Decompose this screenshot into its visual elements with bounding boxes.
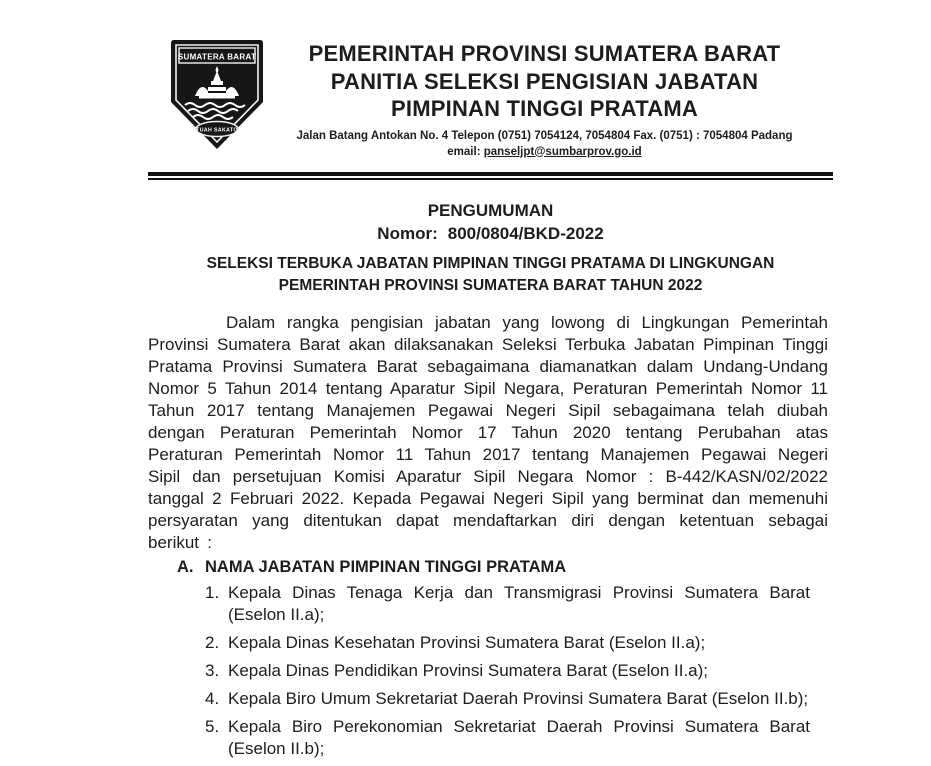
sumbar-coat-of-arms-icon: [168, 38, 266, 152]
announcement-number: 800/0804/BKD-2022: [447, 224, 604, 243]
org-name-line-3: PIMPINAN TINGGI PRATAMA: [391, 96, 698, 121]
list-item-number: 4.: [205, 689, 220, 708]
announcement-number-line: [148, 222, 833, 245]
list-item-text: Kepala Dinas Tenaga Kerja dan Transmigrasi Provinsi Sumatera Barat (Eselon II.a);: [228, 583, 810, 624]
list-item-number: 1.: [205, 583, 220, 602]
opening-paragraph: Dalam rangka pengisian jabatan yang lowong di Lingkungan Pemerintah Provinsi Sumatera Barat akan dilaksanakan Seleksi Terbuka Jabatan Pimpinan Tinggi Pratama Provinsi Sumatera Barat sebagaimana diamanatkan dalam Undang-Undang Nomor 5 Tahun 2014 tentang Aparatur Sipil Negara, Peraturan Pemerintah Nomor 11 Tahun 2017 tentang Manajemen Pegawai Negeri Sipil sebagaimana telah diubah dengan Peraturan Pemerintah Nomor 17 Tahun 2020 tentang Perubahan atas Peraturan Pemerintah Nomor 11 Tahun 2017 tentang Manajemen Pegawai Negeri Sipil dan persetujuan Komisi Aparatur Sipil Negara Nomor : B-442/KASN/02/2022 tanggal 2 Februari 2022. Kepada Pegawai Negeri Sipil yang berminat dan memenuhi persyaratan yang ditentukan dapat mendaftarkan diri dengan ketentuan sebagai berikut :: [148, 313, 828, 552]
announcement-subject: [148, 253, 833, 297]
letterhead-divider: [148, 172, 833, 180]
org-name-line-1: PEMERINTAH PROVINSI SUMATERA BARAT: [308, 41, 781, 66]
list-item: [148, 716, 833, 760]
list-item-text: Kepala Dinas Kesehatan Provinsi Sumatera Barat (Eselon II.a);: [228, 633, 706, 652]
announcement-number-label: Nomor:: [377, 224, 438, 243]
section-a-title: NAMA JABATAN PIMPINAN TINGGI PRATAMA: [205, 558, 567, 576]
list-item: [148, 582, 833, 626]
email-label: email:: [447, 145, 481, 158]
list-item-text: Kepala Biro Perekonomian Sekretariat Daerah Provinsi Sumatera Barat (Eselon II.b);: [228, 717, 810, 758]
list-item: [148, 660, 833, 682]
list-item-number: 2.: [205, 633, 220, 652]
logo-top-banner-text: SUMATERA BARAT: [177, 52, 257, 62]
list-item: [148, 632, 833, 654]
list-item: [148, 688, 833, 710]
document-page: [148, 36, 833, 766]
section-a-heading: [148, 556, 833, 578]
address-line: Jalan Batang Antokan No. 4 Telepon (0751) 7054124, 7054804 Fax. (0751) : 7054804 Padang: [296, 129, 793, 142]
list-item-number: 5.: [205, 717, 220, 736]
list-item-number: 3.: [205, 661, 220, 680]
letterhead-text: [276, 36, 813, 160]
announcement-title: PENGUMUMAN: [427, 201, 554, 220]
list-item-text: Kepala Dinas Pendidikan Provinsi Sumatera Barat (Eselon II.a);: [228, 661, 709, 680]
positions-list: [148, 582, 833, 760]
email-line: [276, 144, 813, 160]
email-link[interactable]: panseljpt@sumbarprov.go.id: [483, 145, 642, 158]
org-name-line-2: PANITIA SELEKSI PENGISIAN JABATAN: [330, 68, 759, 94]
announcement-header: [148, 199, 833, 297]
letterhead: [148, 36, 833, 164]
section-a-label: A.: [177, 558, 194, 576]
list-item-text: Kepala Biro Umum Sekretariat Daerah Provinsi Sumatera Barat (Eselon II.b);: [228, 689, 809, 708]
announcement-subject-line-1: SELEKSI TERBUKA JABATAN PIMPINAN TINGGI PRATAMA DI LINGKUNGAN: [206, 255, 775, 272]
announcement-subject-line-2: PEMERINTAH PROVINSI SUMATERA BARAT TAHUN 2022: [278, 277, 703, 294]
logo-motto-text: TUAH SAKATO: [196, 127, 238, 134]
